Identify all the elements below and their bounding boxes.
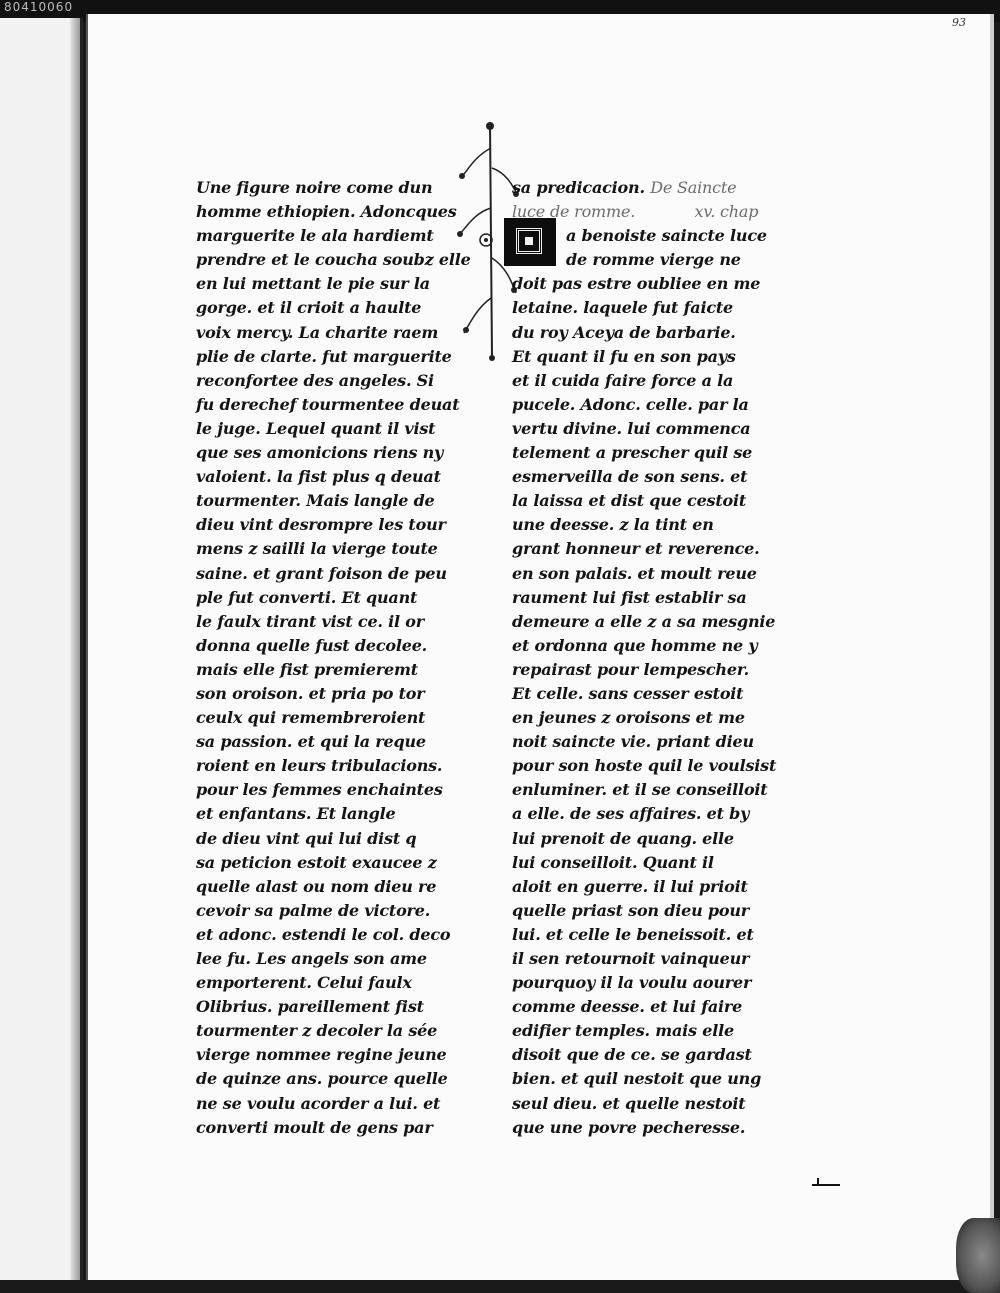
text-line: comme deesse. et lui faire: [512, 997, 743, 1017]
text-line: et enfantans. Et langle: [196, 804, 396, 824]
text-line: il sen retournoit vainqueur: [512, 949, 750, 968]
text-line: quelle alast ou nom dieu re: [196, 876, 437, 896]
text-line: lui. et celle le beneissoit. et: [512, 924, 754, 944]
text-line: reconfortee des angeles. Si: [196, 370, 434, 390]
text-line: pour les femmes enchaintes: [196, 780, 443, 800]
text-line: de romme vierge ne: [566, 250, 741, 270]
text-line: raument lui fist establir sa: [512, 587, 747, 607]
right-text-column: [512, 176, 777, 1140]
text-line: Olibrius. pareillement fist: [196, 997, 424, 1017]
text-line: tourmenter. Mais langle de: [196, 491, 435, 511]
text-line: de dieu vint qui lui dist q: [196, 828, 417, 848]
text-line: que une povre pecheresse.: [512, 1117, 746, 1137]
text-line: sa peticion estoit exaucee z: [196, 852, 437, 872]
text-line: vierge nommee regine jeune: [196, 1045, 447, 1065]
text-line: pour son hoste quil le voulsist: [512, 756, 777, 776]
text-line: lee fu. Les angels son ame: [196, 949, 427, 968]
text-line: mens z sailli la vierge toute: [196, 539, 438, 559]
text-line: Et celle. sans cesser estoit: [512, 683, 744, 703]
text-line: edifier temples. mais elle: [512, 1021, 734, 1041]
text-line: prendre et le coucha soubz elle: [196, 250, 471, 270]
text-line: gorge. et il crioit a haulte: [196, 298, 422, 318]
text-line: pucele. Adonc. celle. par la: [512, 394, 749, 414]
text-line: telement a prescher quil se: [512, 443, 753, 463]
text-line: et il cuida faire force a la: [512, 370, 734, 390]
text-line: Et quant il fu en son pays: [512, 346, 736, 366]
text-line: en lui mettant le pie sur la: [196, 274, 430, 294]
text-line: lui prenoit de quang. elle: [512, 828, 734, 848]
text-line: une deesse. z la tint en: [512, 515, 714, 535]
text-line: cevoir sa palme de victore.: [196, 900, 431, 920]
text-line: le faulx tirant vist ce. il or: [196, 611, 424, 631]
text-line: marguerite le ala hardiemt: [196, 226, 434, 246]
text-line: vertu divine. lui commenca: [512, 418, 751, 438]
text-line: en son palais. et moult reue: [512, 563, 757, 583]
text-line: quelle priast son dieu pour: [512, 900, 749, 920]
text-line: demeure a elle z a sa mesgnie: [512, 611, 776, 631]
text-line: homme ethiopien. Adoncques: [196, 202, 457, 222]
text-line: valoient. la fist plus q deuat: [196, 467, 441, 487]
text-line: du roy Aceya de barbarie.: [512, 322, 736, 342]
text-line: pourquoy il la voulu aourer: [512, 973, 752, 993]
text-line: disoit que de ce. se gardast: [512, 1045, 752, 1065]
catchword-mark-icon: [808, 1176, 844, 1190]
text-line: ne se voulu acorder a lui. et: [196, 1093, 441, 1113]
scanner-thumb: [956, 1218, 1000, 1293]
text-line: tourmenter z decoler la sée: [196, 1021, 438, 1041]
page-edge: [990, 14, 994, 1280]
text-line: doit pas estre oubliee en me: [512, 274, 761, 294]
text-line: converti moult de gens par: [196, 1117, 433, 1137]
text-line: que ses amonicions riens ny: [196, 443, 444, 463]
text-line: en jeunes z oroisons et me: [512, 708, 745, 728]
text-line: enluminer. et il se conseilloit: [512, 780, 768, 800]
text-line: sa passion. et qui la reque: [196, 732, 426, 752]
text-line: letaine. laquele fut faicte: [512, 298, 734, 318]
text-line: bien. et quil nestoit que ung: [512, 1069, 762, 1089]
text-line: son oroison. et pria po tor: [196, 683, 425, 703]
text-line: grant honneur et reverence.: [512, 539, 760, 559]
text-line: mais elle fist premieremt: [196, 659, 418, 679]
text-line: donna quelle fust decolee.: [196, 635, 428, 655]
text-line: aloit en guerre. il lui prioit: [512, 876, 748, 896]
text-line: emporterent. Celui faulx: [196, 973, 412, 993]
text-line: noit saincte vie. priant dieu: [512, 732, 754, 752]
chapter-number: xv. chap: [694, 202, 759, 222]
binding-gutter: [70, 18, 80, 1280]
text-line: et ordonna que homme ne y: [512, 635, 758, 655]
text-line: voix mercy. La charite raem: [196, 322, 439, 342]
text-line: ceulx qui remembreroient: [196, 708, 426, 728]
text-line: de quinze ans. pource quelle: [196, 1069, 448, 1089]
text-line: a benoiste saincte luce: [566, 226, 767, 246]
text-line: et adonc. estendi le col. deco: [196, 924, 451, 944]
text-line: la laissa et dist que cestoit: [512, 491, 747, 511]
text-line: esmerveilla de son sens. et: [512, 467, 748, 487]
text-line: lui conseilloit. Quant il: [512, 852, 714, 872]
chapter-heading-line: [512, 176, 774, 200]
text-line: a elle. de ses affaires. et by: [512, 804, 750, 824]
heading-text: sa predicacion.: [512, 178, 645, 197]
chapter-rubric: De Saincte: [650, 178, 737, 197]
text-line: le juge. Lequel quant il vist: [196, 418, 436, 438]
text-line: fu derechef tourmentee deuat: [196, 394, 460, 414]
facing-page-edge: [0, 18, 83, 1280]
archive-label: 80410060: [4, 0, 74, 14]
text-line: plie de clarte. fut marguerite: [196, 346, 452, 366]
left-text-column: [196, 176, 471, 1140]
chapter-heading-line: [512, 200, 774, 224]
text-line: dieu vint desrompre les tour: [196, 515, 446, 535]
text-line: repairast pour lempescher.: [512, 659, 749, 679]
text-line: saine. et grant foison de peu: [196, 563, 447, 583]
folio-number: 93: [952, 16, 966, 29]
text-line: roient en leurs tribulacions.: [196, 756, 443, 776]
text-line: ple fut converti. Et quant: [196, 587, 418, 607]
chapter-rubric: luce de romme.: [512, 202, 636, 222]
text-line: seul dieu. et quelle nestoit: [512, 1093, 746, 1113]
text-line: Une figure noire come dun: [196, 178, 433, 197]
